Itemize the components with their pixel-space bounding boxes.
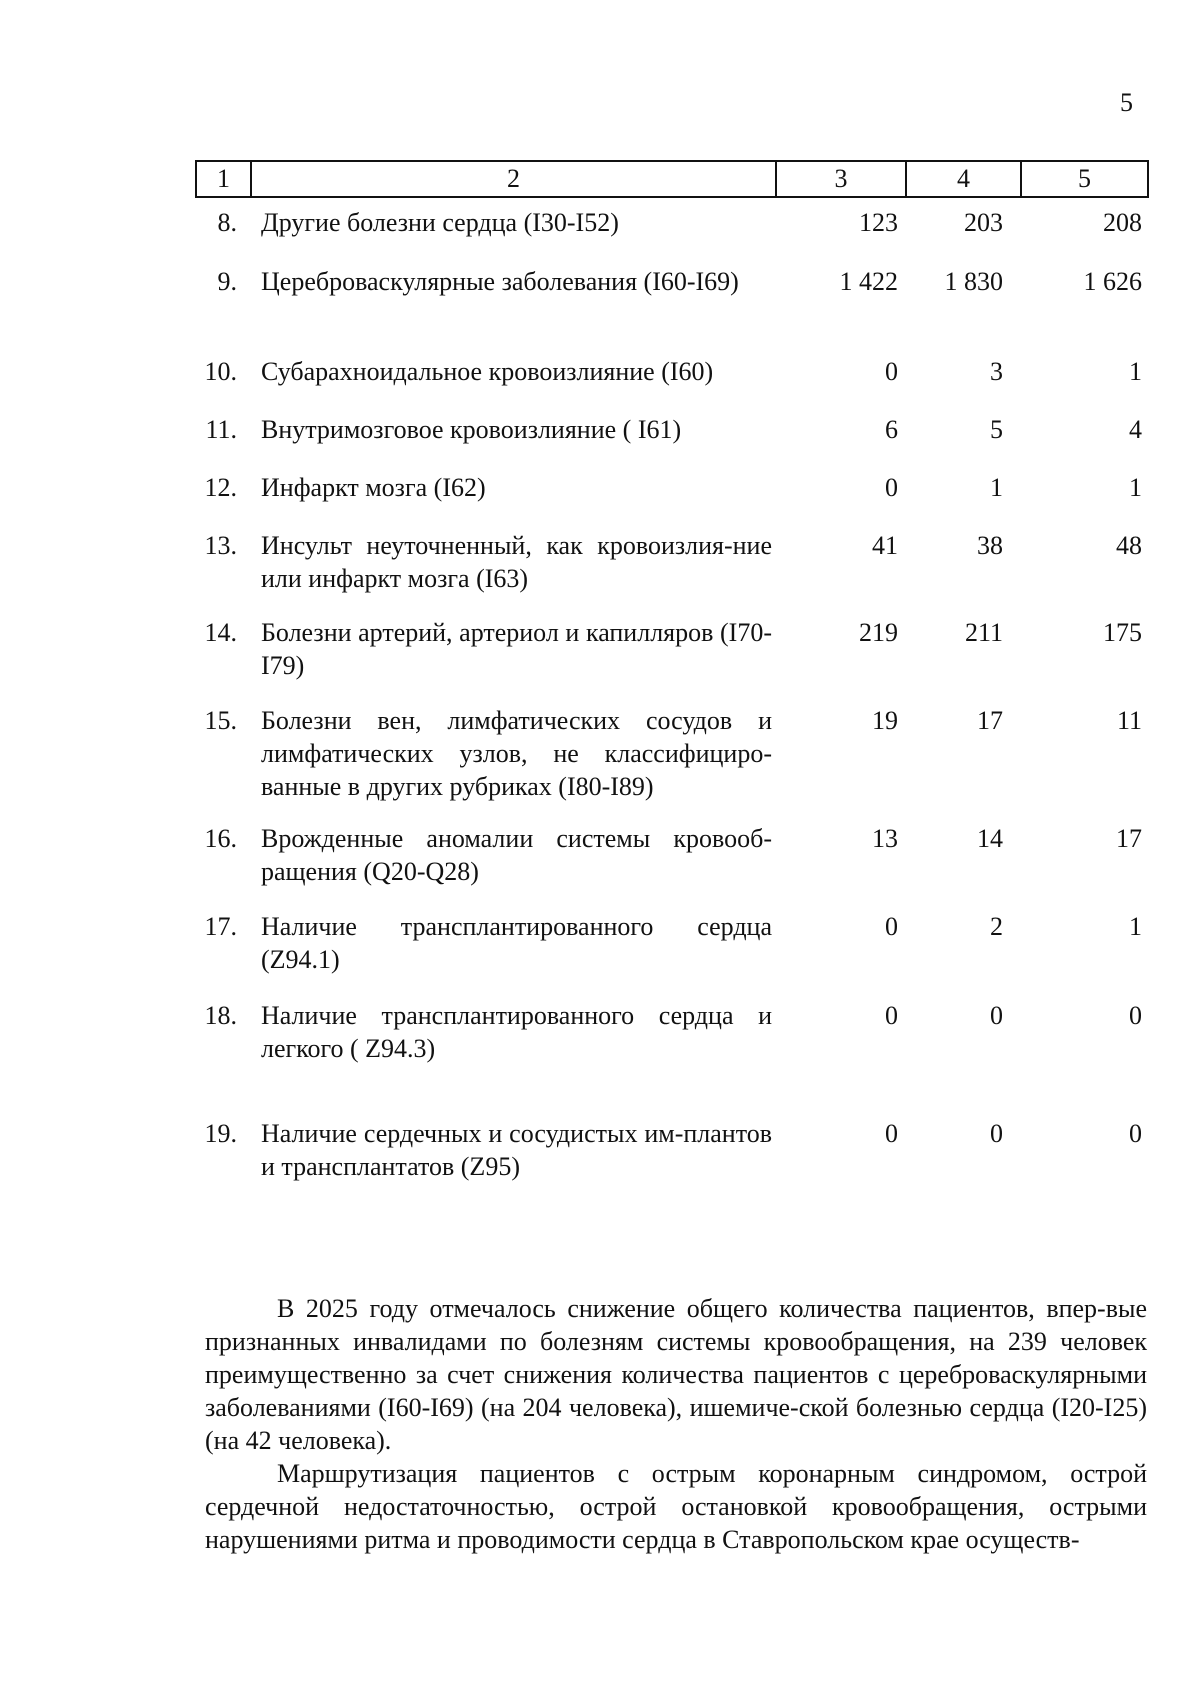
row-name: Инсульт неуточненный, как кровоизлия-ние или инфаркт мозга (I63) (261, 531, 772, 593)
row-value-col3: 0 (885, 357, 898, 386)
row-number: 16. (204, 824, 237, 853)
row-value-col5: 175 (1103, 618, 1142, 647)
disease-table (195, 160, 1149, 1197)
row-name: Болезни артерий, артериол и капилляров (I70-I79) (261, 618, 772, 680)
row-value-col4: 203 (964, 208, 1003, 237)
table-row (196, 521, 1148, 608)
header-cell-1: 1 (196, 161, 251, 197)
header-cell-4: 4 (906, 161, 1021, 197)
row-value-col3: 123 (859, 208, 898, 237)
row-number: 8. (217, 208, 237, 237)
row-name: Наличие трансплантированного сердца и легкого ( Z94.3) (261, 1001, 772, 1063)
row-value-col4: 3 (990, 357, 1003, 386)
row-value-col3: 19 (872, 706, 898, 735)
row-name: Цереброваскулярные заболевания (I60-I69) (261, 267, 739, 296)
row-number: 18. (204, 1001, 237, 1030)
table-row (196, 991, 1148, 1109)
row-value-col3: 0 (885, 473, 898, 502)
header-cell-2: 2 (251, 161, 776, 197)
row-value-col3: 6 (885, 415, 898, 444)
row-value-col4: 17 (977, 706, 1003, 735)
row-number: 19. (204, 1119, 237, 1148)
body-text (205, 1292, 1147, 1556)
row-value-col4: 0 (990, 1001, 1003, 1030)
row-name: Врожденные аномалии системы кровооб-ращения (Q20-Q28) (261, 824, 772, 886)
row-value-col5: 1 626 (1083, 267, 1142, 296)
table-row (196, 257, 1148, 347)
paragraph: Маршрутизация пациентов с острым коронарным синдромом, острой сердечной недостаточностью, острой остановкой кровообращения, острыми нарушениями ритма и проводимости сердца в Ставропольском крае осуществ- (205, 1459, 1147, 1554)
paragraph: В 2025 году отмечалось снижение общего количества пациентов, впер-вые признанных инвалидами по болезням системы кровообращения, на 239 человек преимущественно за счет снижения количества пациентов с цереброваскулярными заболеваниями (I60-I69) (на 204 человека), ишемиче-ской болезнью сердца (I20-I25) (на 42 человека). (205, 1294, 1147, 1455)
table-row (196, 347, 1148, 405)
row-value-col4: 38 (977, 531, 1003, 560)
row-name: Болезни вен, лимфатических сосудов и лимфатических узлов, не классифициро-ванные в других рубриках (I80-I89) (261, 706, 772, 801)
row-value-col3: 0 (885, 912, 898, 941)
row-value-col3: 0 (885, 1119, 898, 1148)
table-row (196, 608, 1148, 696)
row-value-col5: 17 (1116, 824, 1142, 853)
table-row (196, 405, 1148, 463)
row-value-col3: 0 (885, 1001, 898, 1030)
row-name: Инфаркт мозга (I62) (261, 473, 486, 502)
row-value-col5: 0 (1129, 1119, 1142, 1148)
row-value-col5: 11 (1116, 706, 1142, 735)
row-value-col5: 208 (1103, 208, 1142, 237)
row-value-col5: 1 (1129, 912, 1142, 941)
table-body (196, 197, 1148, 1197)
row-name: Другие болезни сердца (I30-I52) (261, 208, 619, 237)
row-value-col5: 48 (1116, 531, 1142, 560)
table-row (196, 696, 1148, 814)
row-value-col3: 219 (859, 618, 898, 647)
row-name: Субарахноидальное кровоизлияние (I60) (261, 357, 714, 386)
row-value-col3: 13 (872, 824, 898, 853)
header-cell-5: 5 (1021, 161, 1148, 197)
row-value-col5: 4 (1129, 415, 1142, 444)
row-number: 14. (204, 618, 237, 647)
row-name: Внутримозговое кровоизлияние ( I61) (261, 415, 682, 444)
table-row (196, 197, 1148, 257)
row-value-col4: 5 (990, 415, 1003, 444)
row-number: 17. (204, 912, 237, 941)
row-number: 10. (204, 357, 237, 386)
row-value-col4: 1 (990, 473, 1003, 502)
row-value-col5: 1 (1129, 357, 1142, 386)
header-cell-3: 3 (776, 161, 906, 197)
page-number: 5 (1120, 88, 1133, 117)
row-number: 13. (204, 531, 237, 560)
row-value-col4: 211 (964, 618, 1003, 647)
row-name: Наличие сердечных и сосудистых им-плантов и трансплантатов (Z95) (261, 1119, 772, 1181)
row-number: 12. (204, 473, 237, 502)
row-number: 11. (205, 415, 237, 444)
table-row (196, 463, 1148, 521)
row-value-col4: 2 (990, 912, 1003, 941)
row-number: 15. (204, 706, 237, 735)
row-value-col3: 1 422 (839, 267, 898, 296)
row-value-col5: 0 (1129, 1001, 1142, 1030)
row-value-col5: 1 (1129, 473, 1142, 502)
row-value-col4: 1 830 (944, 267, 1003, 296)
row-number: 9. (217, 267, 237, 296)
row-value-col4: 0 (990, 1119, 1003, 1148)
row-value-col4: 14 (977, 824, 1003, 853)
table-row (196, 814, 1148, 902)
row-value-col3: 41 (872, 531, 898, 560)
table-row (196, 902, 1148, 991)
table-row (196, 1109, 1148, 1197)
table-header-row (196, 161, 1148, 197)
row-name: Наличие трансплантированного сердца (Z94.1) (261, 912, 772, 974)
